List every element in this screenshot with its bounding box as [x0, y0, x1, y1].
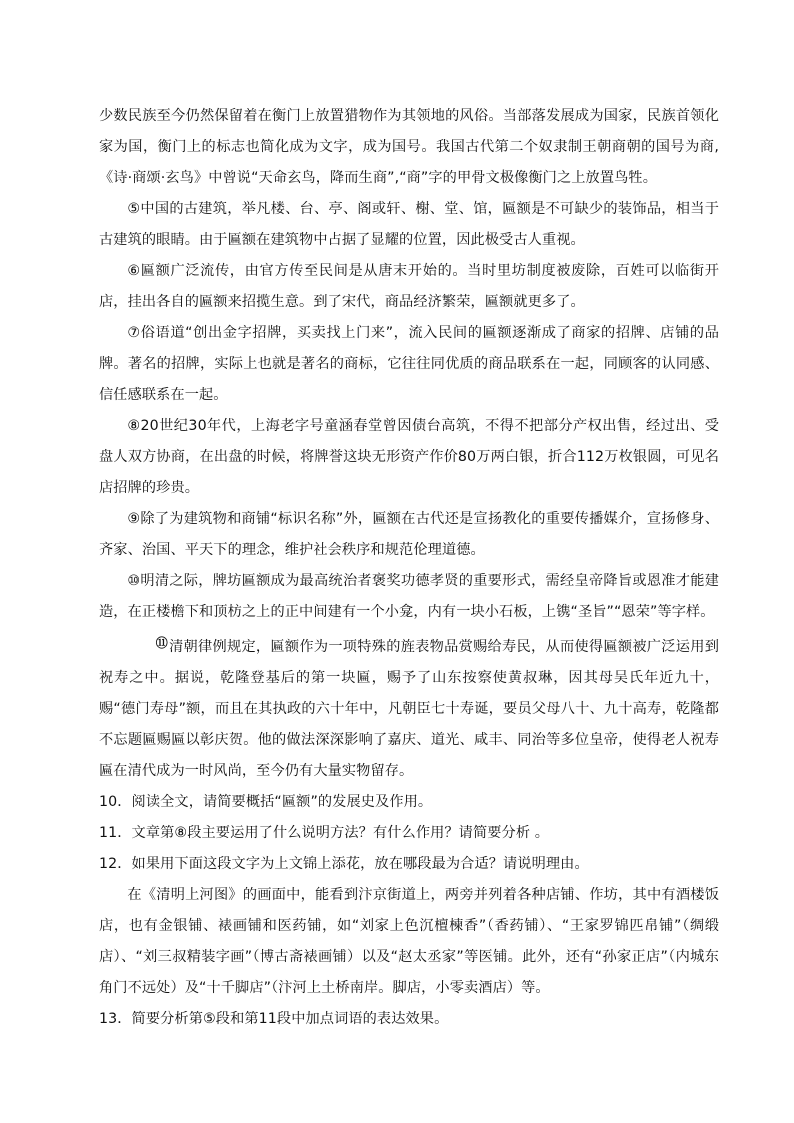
paragraph-intro: 少数民族至今仍然保留着在衡门上放置猎物作为其领地的风俗。当部落发展成为国家，民族首领化家为国，衡门上的标志也简化成为文字，成为国号。我国古代第二个奴隶制王朝商朝的国号为商,《诗·商颂·玄鸟》中曾说“天命玄鸟，降而生商”,“商”字的甲骨文极像衡门之上放置鸟牲。	[99, 108, 719, 186]
paragraph-11-text: 清朝律例规定，匾额作为一项特殊的旌表物品赏赐给寿民，从而使得匾额被广泛运用到祝寿之中。据说，乾隆登基后的第一块匾，赐予了山东按察使黄叔琳，因其母吴氏年近九十，赐“德门寿母”额，而且在其执政的六十年中，凡朝臣七十寿诞，要员父母八十、九十高寿，乾隆都不忘题匾赐匾以彰庆贺。他的做法深深影响了嘉庆、道光、咸丰、同治等多位皇帝，使得老人祝寿匾在清代成为一时风尚，至今仍有大量实物留存。	[99, 639, 719, 779]
quote-paragraph: 在《清明上河图》的画面中，能看到汴京街道上，两旁并列着各种店铺、作坊，其中有酒楼饭店，也有金银铺、裱画铺和医药铺，如“刘家上色沉檀楝香”（香药铺）、“王家罗锦匹帛铺”（绸缎店）、“刘三叔精装字画”（博古斋裱画铺）以及“赵太丞家”等医铺。此外，还有“孙家正店”（内城东角门不远处）及“十千脚店”（汴河上土桥南岸。脚店，小零卖酒店）等。	[99, 887, 719, 996]
paragraph-9: ⑨除了为建筑物和商铺“标识名称”外，匾额在古代还是宣扬教化的重要传播媒介，宣扬修身、齐家、治国、平天下的理念，维护社会秩序和规范伦理道德。	[99, 511, 719, 558]
question-10: 10．阅读全文，请简要概括“匾额”的发展史及作用。	[99, 794, 433, 810]
paragraph-11-number: ⑪	[155, 636, 168, 650]
document-body	[99, 101, 719, 1035]
question-11: 11．文章第⑧段主要运用了什么说明方法？有什么作用？请简要分析 。	[99, 825, 550, 841]
paragraph-8: ⑧20世纪30年代，上海老字号童涵春堂曾因债台高筑，不得不把部分产权出售，经过出、受盘人双方协商，在出盘的时候，将牌誉这块无形资产作价80万两白银，折合112万枚银圆，可见名店招牌的珍贵。	[99, 418, 719, 496]
paragraph-6: ⑥匾额广泛流传，由官方传至民间是从唐末开始的。当时里坊制度被废除，百姓可以临街开店，挂出各自的匾额来招揽生意。到了宋代，商品经济繁荣，匾额就更多了。	[99, 263, 719, 310]
paragraph-10: ⑩明清之际，牌坊匾额成为最高统治者褒奖功德孝贤的重要形式，需经皇帝降旨或恩准才能建造，在正楼檐下和顶枋之上的正中间建有一个小龛，内有一块小石板，上镌“圣旨”“恩荣”等字样。	[99, 573, 719, 620]
paragraph-5: ⑤中国的古建筑，举凡楼、台、亭、阁或轩、榭、堂、馆，匾额是不可缺少的装饰品，相当于古建筑的眼睛。由于匾额在建筑物中占据了显耀的位置，因此极受古人重视。	[99, 201, 719, 248]
paragraph-7: ⑦俗语道“创出金字招牌，买卖找上门来”，流入民间的匾额逐渐成了商家的招牌、店铺的品牌。著名的招牌，实际上也就是著名的商标，它往往同优质的商品联系在一起，同顾客的认同感、信任感联系在一起。	[99, 325, 719, 403]
question-12: 12．如果用下面这段文字为上文锦上添花，放在哪段最为合适？请说明理由。	[99, 856, 589, 872]
question-13: 13．简要分析第⑤段和第11段中加点词语的表达效果。	[99, 1011, 449, 1027]
paragraph-11	[99, 628, 719, 787]
